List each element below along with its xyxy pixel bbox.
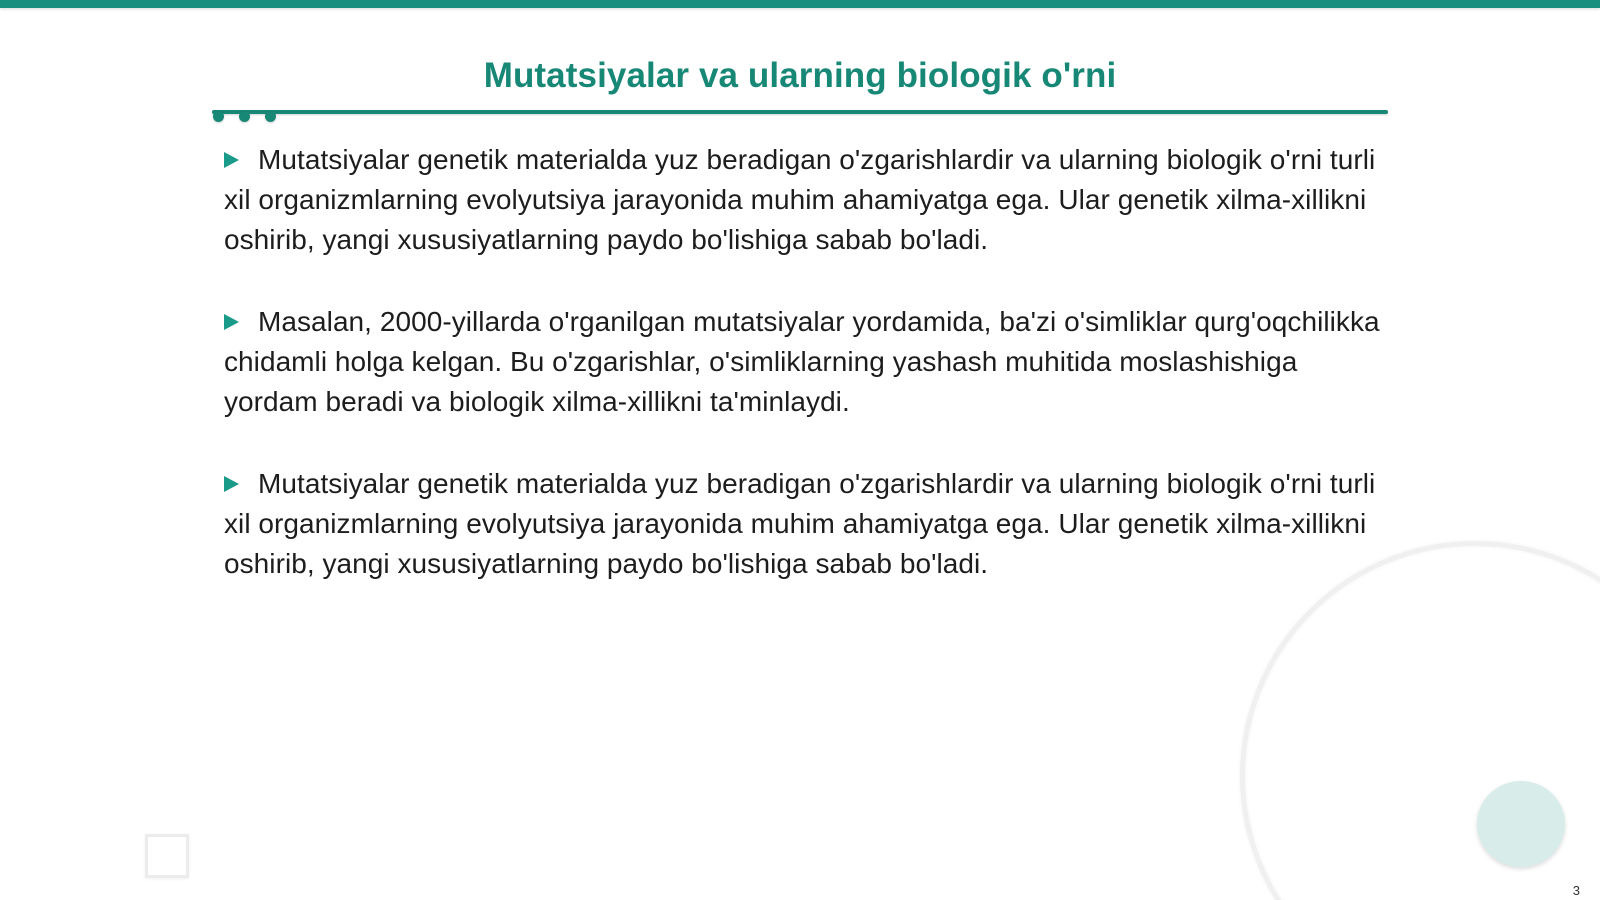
- decorative-dot-icon: [213, 111, 224, 122]
- bullet-text: Mutatsiyalar genetik materialda yuz beradigan o'zgarishlardir va ularning biologik o'rni turli xil organizmlarning evolyutsiya jarayonida muhim ahamiyatga ega. Ular genetik xilma-xillikni oshirib, yangi xususiyatlarning paydo bo'lishiga sabab bo'ladi.: [224, 468, 1376, 579]
- triangle-bullet-icon: [224, 152, 239, 168]
- decorative-dot-icon: [239, 111, 250, 122]
- top-accent-bar: [0, 0, 1600, 8]
- bullet-text: Mutatsiyalar genetik materialda yuz beradigan o'zgarishlardir va ularning biologik o'rni turli xil organizmlarning evolyutsiya jarayonida muhim ahamiyatga ega. Ular genetik xilma-xillikni oshirib, yangi xususiyatlarning paydo bo'lishiga sabab bo'ladi.: [224, 144, 1376, 255]
- triangle-bullet-icon: [224, 476, 239, 492]
- bullet-text: Masalan, 2000-yillarda o'rganilgan mutatsiyalar yordamida, ba'zi o'simliklar qurg'oqchilikka chidamli holga kelgan. Bu o'zgarishlar, o'simliklarning yashash muhitida moslashishiga yordam beradi va biologik xilma-xillikni ta'minlaydi.: [224, 306, 1380, 417]
- bullet-paragraph: [224, 464, 1384, 584]
- bullet-list: [224, 140, 1384, 626]
- page-number: 3: [1572, 883, 1580, 898]
- bullet-paragraph: [224, 140, 1384, 260]
- decorative-circle-fill: [1477, 781, 1565, 867]
- decorative-square-outline: [145, 834, 189, 878]
- decorative-dot-icon: [265, 111, 276, 122]
- slide-title: Mutatsiyalar va ularning biologik o'rni: [483, 56, 1117, 95]
- triangle-bullet-icon: [224, 314, 239, 330]
- bullet-paragraph: [224, 302, 1384, 422]
- title-underline: [212, 110, 1388, 114]
